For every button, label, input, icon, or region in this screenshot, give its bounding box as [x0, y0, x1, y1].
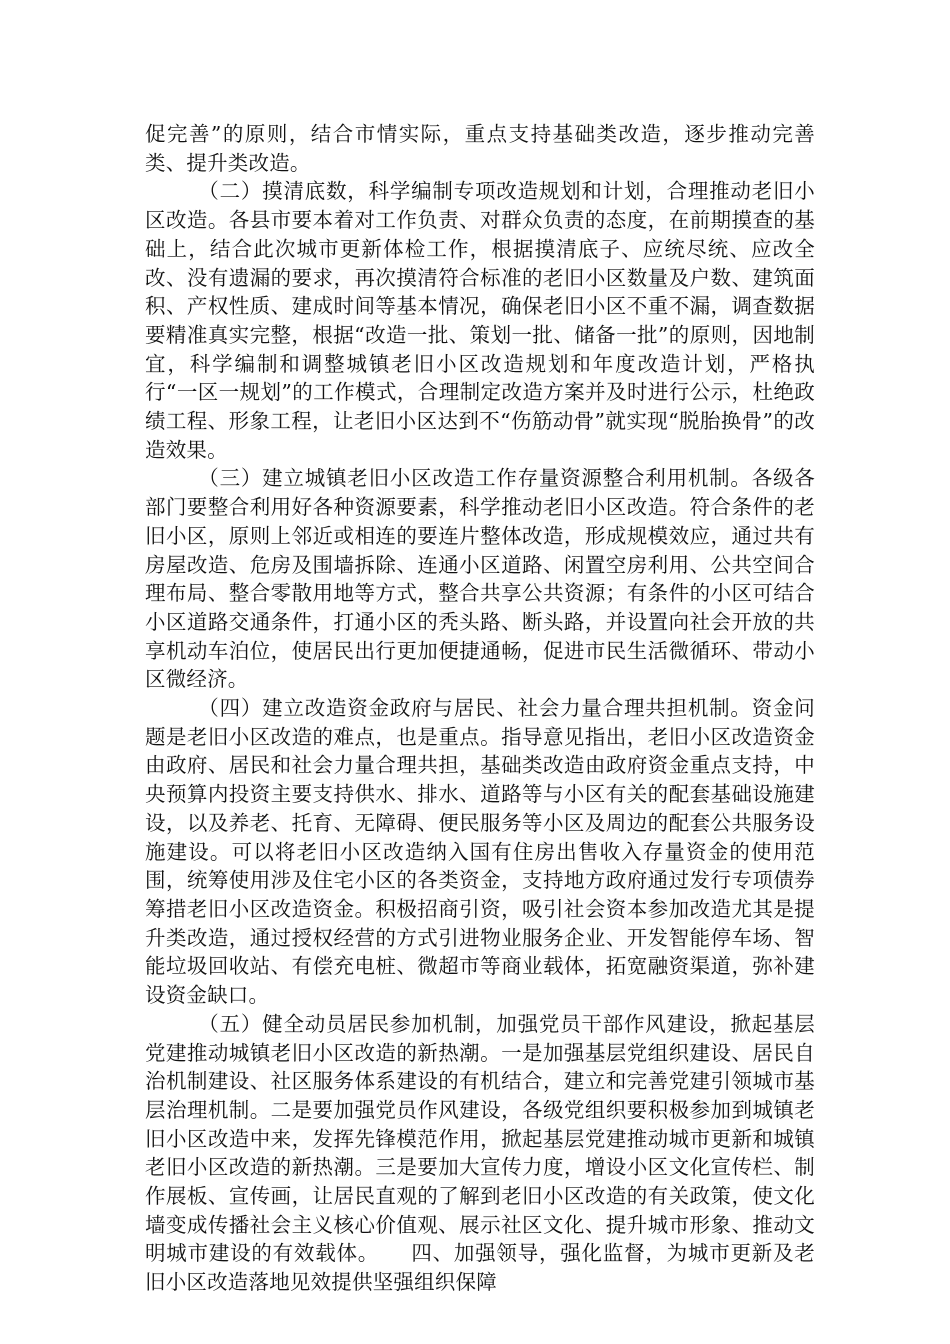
paragraph-continuation: 促完善”的原则，结合市情实际，重点支持基础类改造，逐步推动完善类、提升类改造。 [145, 122, 815, 175]
document-body [145, 120, 815, 1297]
paragraph-section-2: （二）摸清底数，科学编制专项改造规划和计划，合理推动老旧小区改造。各县市要本着对工作负责、对群众负责的态度，在前期摸查的基础上，结合此次城市更新体检工作，根据摸清底子、应统尽统、应改全改、没有遗漏的要求，再次摸清符合标准的老旧小区数量及户数、建筑面积、产权性质、建成时间等基本情况，确保老旧小区不重不漏，调查数据要精准真实完整，根据“改造一批、策划一批、储备一批”的原则，因地制宜，科学编制和调整城镇老旧小区改造规划和年度改造计划，严格执行“一区一规划”的工作模式，合理制定改造方案并及时进行公示，杜绝政绩工程、形象工程，让老旧小区达到不“伤筋动骨”就实现“脱胎换骨”的改造效果。 [145, 179, 815, 462]
paragraph-section-4: （四）建立改造资金政府与居民、社会力量合理共担机制。资金问题是老旧小区改造的难点，也是重点。指导意见指出，老旧小区改造资金由政府、居民和社会力量合理共担，基础类改造由政府资金重点支持，中央预算内投资主要支持供水、排水、道路等与小区有关的配套基础设施建设，以及养老、托育、无障碍、便民服务等小区及周边的配套公共服务设施建设。可以将老旧小区改造纳入国有住房出售收入存量资金的使用范围，统筹使用涉及住宅小区的各类资金，支持地方政府通过发行专项债券筹措老旧小区改造资金。积极招商引资，吸引社会资本参加改造尤其是提升类改造，通过授权经营的方式引进物业服务企业、开发智能停车场、智能垃圾回收站、有偿充电桩、微超市等商业载体，拓宽融资渠道，弥补建设资金缺口。 [145, 696, 815, 1008]
paragraph-section-5: （五）健全动员居民参加机制，加强党员干部作风建设，掀起基层党建推动城镇老旧小区改造的新热潮。一是加强基层党组织建设、居民自治机制建设、社区服务体系建设的有机结合，建立和完善党建引领城市基层治理机制。二是要加强党员作风建设，各级党组织要积极参加到城镇老旧小区改造中来，发挥先锋模范作用，掀起基层党建推动城市更新和城镇老旧小区改造的新热潮。三是要加大宣传力度，增设小区文化宣传栏、制作展板、宣传画，让居民直观的了解到老旧小区改造的有关政策，使文化墙变成传播社会主义核心价值观、展示社区文化、提升城市形象、推动文明城市建设的有效载体。 四、加强领导，强化监督，为城市更新及老旧小区改造落地见效提供坚强组织保障 [145, 1011, 815, 1295]
paragraph-section-3: （三）建立城镇老旧小区改造工作存量资源整合利用机制。各级各部门要整合利用好各种资源要素，科学推动老旧小区改造。符合条件的老旧小区，原则上邻近或相连的要连片整体改造，形成规模效应，通过共有房屋改造、危房及围墙拆除、连通小区道路、闲置空房利用、公共空间合理布局、整合零散用地等方式，整合共享公共资源；有条件的小区可结合小区道路交通条件，打通小区的秃头路、断头路，并设置向社会开放的共享机动车泊位，使居民出行更加便捷通畅，促进市民生活微循环、带动小区微经济。 [145, 466, 815, 692]
